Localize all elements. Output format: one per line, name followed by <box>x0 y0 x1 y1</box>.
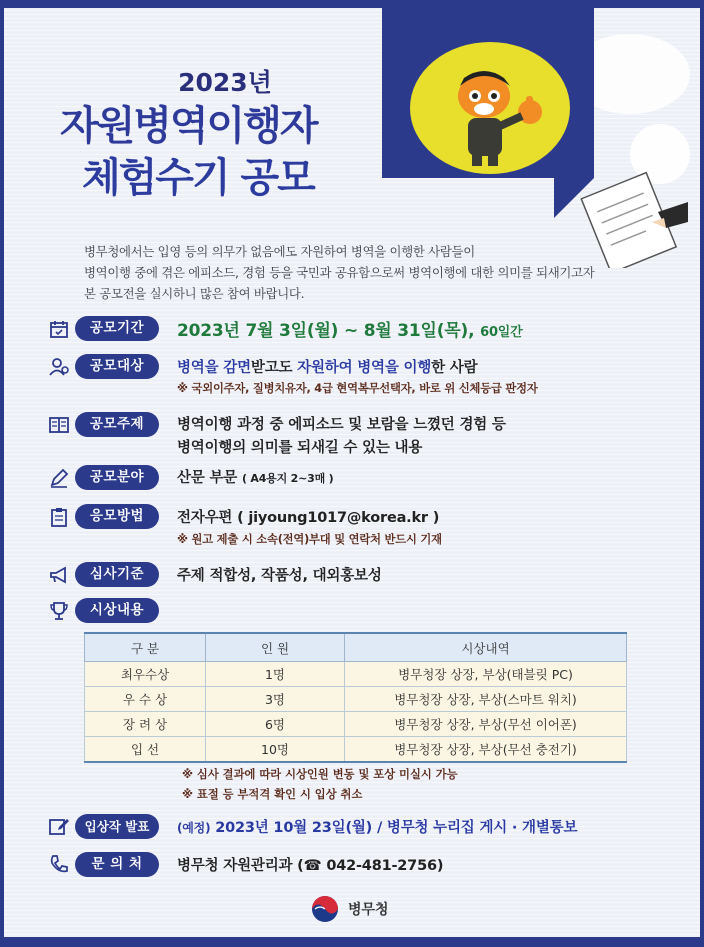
topic-label: 공모주제 <box>75 412 159 437</box>
category-value <box>177 466 333 487</box>
frame-right <box>700 0 704 947</box>
announce-text: 2023년 10월 23일(월) / 병무청 누리집 게시 · 개별통보 <box>215 820 578 836</box>
category-label: 공모분야 <box>75 465 159 490</box>
prize-cell-category: 입 선 <box>85 737 206 763</box>
prize-cell-category: 우 수 상 <box>85 687 206 712</box>
megaphone-icon <box>48 564 70 586</box>
phone-small-icon: ☎ <box>303 858 322 874</box>
announce-prefix: (예정) <box>177 821 211 835</box>
method-label: 응모방법 <box>75 504 159 529</box>
prize-note2: ※ 표절 등 부적격 확인 시 입상 취소 <box>182 788 363 801</box>
target-part4: 한 사람 <box>431 360 478 376</box>
intro-paragraph <box>84 241 644 304</box>
intro-line1: 병무청에서는 입영 등의 의무가 없음에도 자원하여 병역을 이행한 사람들이 <box>84 244 475 259</box>
prize-cell-detail: 병무청장 상장, 부상(스마트 워치) <box>345 687 627 712</box>
target-note: ※ 국외이주자, 질병치유자, 4급 현역복무선택자, 바로 위 신체등급 판정자 <box>177 382 538 395</box>
topic-line1: 병역이행 과정 중 에피소드 및 보람을 느꼈던 경험 등 <box>177 417 506 433</box>
mma-logo-icon <box>307 894 343 924</box>
title-line1: 자원병역이행자 <box>60 103 317 149</box>
prize-cell-category: 최우수상 <box>85 662 206 687</box>
clipboard-icon <box>48 506 70 528</box>
topic-line2: 병역이행의 의미를 되새길 수 있는 내용 <box>177 440 423 456</box>
prize-table-header <box>85 633 627 662</box>
mascot-illustration <box>372 8 602 218</box>
title-line2: 체험수기 공모 <box>82 155 314 201</box>
table-row <box>85 737 627 763</box>
category-text: 산문 부문 <box>177 470 238 486</box>
contact-label: 문 의 처 <box>75 852 159 877</box>
table-row <box>85 662 627 687</box>
users-icon <box>48 356 70 378</box>
year-heading: 2023년 <box>178 68 272 97</box>
intro-line2: 병역이행 중에 겪은 에피소드, 경험 등을 국민과 공유함으로써 병역이행에 대한 의미를 되새기고자 <box>84 265 595 280</box>
criteria-text: 주제 적합성, 작품성, 대외홍보성 <box>177 568 382 584</box>
prize-cell-detail: 병무청장 상장, 부상(태블릿 PC) <box>345 662 627 687</box>
table-row <box>85 687 627 712</box>
prize-header-detail: 시상내역 <box>345 633 627 662</box>
phone-icon <box>48 853 70 875</box>
period-label: 공모기간 <box>75 316 159 341</box>
frame-left <box>0 0 4 947</box>
intro-line3: 본 공모전을 실시하니 많은 참여 바랍니다. <box>84 286 305 301</box>
period-value <box>177 316 523 341</box>
table-row <box>85 712 627 737</box>
prize-label: 시상내용 <box>75 598 159 623</box>
book-icon <box>48 414 70 436</box>
calendar-icon <box>48 318 70 340</box>
target-part3: 자원하여 병역을 이행 <box>297 360 432 376</box>
criteria-label: 심사기준 <box>75 562 159 587</box>
period-date: 2023년 7월 3일(월) ~ 8월 31일(목), <box>177 321 475 341</box>
frame-top <box>0 0 704 8</box>
edit-note-icon <box>48 816 70 838</box>
prize-cell-count: 10명 <box>206 737 345 763</box>
target-text <box>177 356 477 377</box>
prize-cell-detail: 병무청장 상장, 부상(무선 충전기) <box>345 737 627 763</box>
trophy-icon <box>48 600 70 622</box>
contact-org: 병무청 자원관리과 ( <box>177 858 304 874</box>
target-part2: 받고도 <box>250 360 298 376</box>
prize-header-count: 인 원 <box>206 633 345 662</box>
announce-value <box>177 816 577 837</box>
prize-cell-count: 6명 <box>206 712 345 737</box>
prize-header-category: 구 분 <box>85 633 206 662</box>
target-label: 공모대상 <box>75 354 159 379</box>
prize-cell-count: 3명 <box>206 687 345 712</box>
method-note: ※ 원고 제출 시 소속(전역)부대 및 연락처 반드시 기재 <box>177 533 442 546</box>
method-text: 전자우편 ( jiyoung1017@korea.kr ) <box>177 510 440 526</box>
prize-table <box>84 632 627 763</box>
announce-label: 입상작 발표 <box>75 814 159 839</box>
prize-cell-detail: 병무청장 상장, 부상(무선 이어폰) <box>345 712 627 737</box>
prize-cell-count: 1명 <box>206 662 345 687</box>
target-part1: 병역을 감면 <box>177 360 251 376</box>
period-days: 60일간 <box>480 325 523 340</box>
prize-cell-category: 장 려 상 <box>85 712 206 737</box>
contact-phone: 042-481-2756) <box>321 858 444 874</box>
contact-value <box>177 854 443 875</box>
pencil-icon <box>48 467 70 489</box>
prize-note1: ※ 심사 결과에 따라 시상인원 변동 및 포상 미실시 가능 <box>182 768 458 781</box>
frame-bottom <box>0 937 704 947</box>
footer-logo-text: 병무청 <box>348 902 389 918</box>
category-detail: ( A4용지 2~3매 ) <box>241 472 334 485</box>
